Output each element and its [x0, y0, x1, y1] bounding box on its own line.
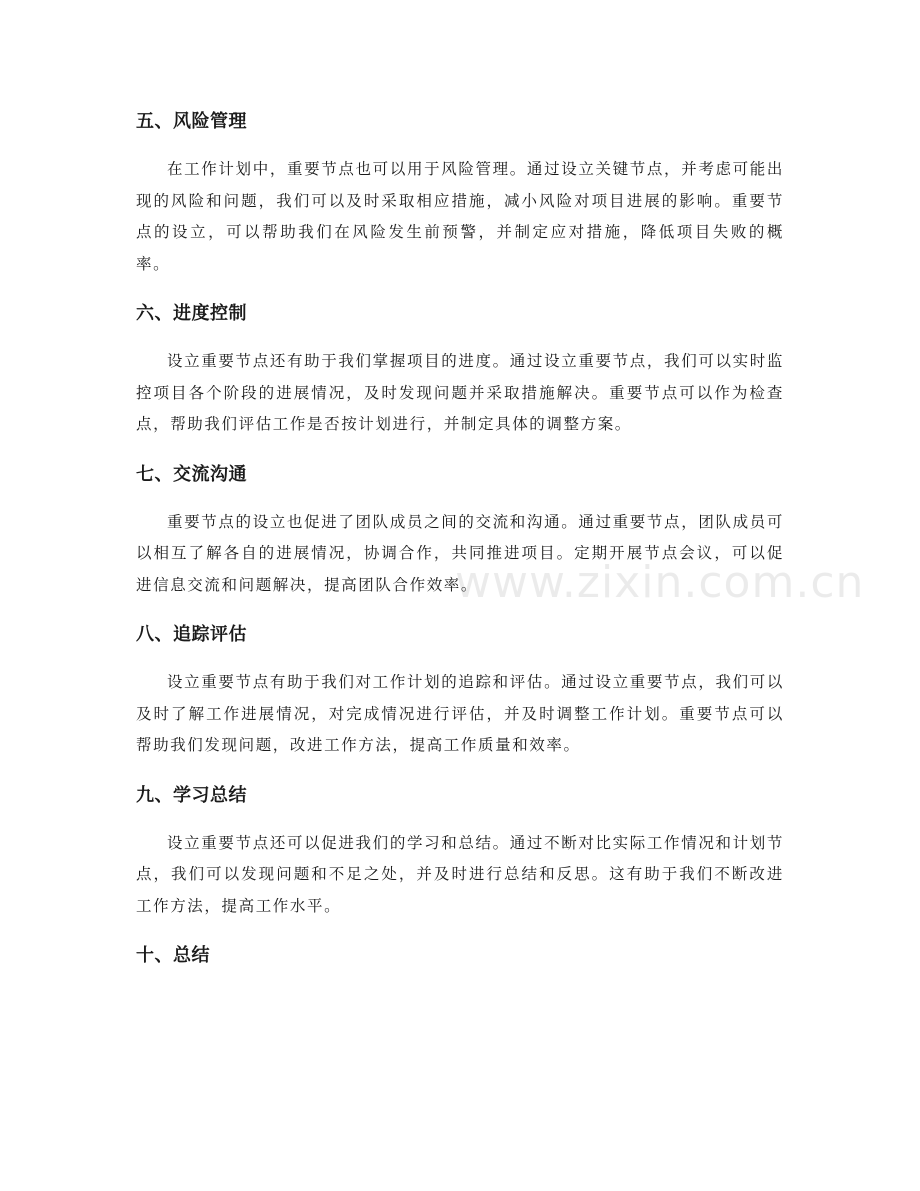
- section-paragraph: 设立重要节点还可以促进我们的学习和总结。通过不断对比实际工作情况和计划节点，我们可以发现问题和不足之处，并及时进行总结和反思。这有助于我们不断改进工作方法，提高工作水平。: [136, 833, 784, 915]
- section-title: 七、交流沟通: [136, 463, 247, 485]
- document-page: [136, 104, 784, 974]
- section-title: 八、追踪评估: [136, 624, 247, 645]
- section-paragraph: 在工作计划中，重要节点也可以用于风险管理。通过设立关键节点，并考虑可能出现的风险和问题，我们可以及时采取相应措施，减小风险对项目进展的影响。重要节点的设立，可以帮助我们在风险发生前预警，并制定应对措施，降低项目失败的概率。: [136, 160, 784, 273]
- section-paragraph: 重要节点的设立也促进了团队成员之间的交流和沟通。通过重要节点，团队成员可以相互了解各自的进展情况，协调合作，共同推进项目。定期开展节点会议，可以促进信息交流和问题解决，提高团队合作效率。: [136, 512, 784, 594]
- section-tracking-evaluation: [136, 617, 784, 762]
- section-title: 五、风险管理: [136, 111, 247, 132]
- section-paragraph: 设立重要节点有助于我们对工作计划的追踪和评估。通过设立重要节点，我们可以及时了解工作进展情况，对完成情况进行评估，并及时调整工作计划。重要节点可以帮助我们发现问题，改进工作方法，提高工作质量和效率。: [136, 673, 784, 754]
- section-title: 十、总结: [136, 945, 210, 966]
- section-paragraph: 设立重要节点还有助于我们掌握项目的进度。通过设立重要节点，我们可以实时监控项目各个阶段的进展情况，及时发现问题并采取措施解决。重要节点可以作为检查点，帮助我们评估工作是否按计划进行，并制定具体的调整方案。: [136, 352, 784, 433]
- section-title: 六、进度控制: [136, 303, 247, 324]
- section-learning-summary: [136, 778, 784, 923]
- section-communication: [136, 457, 784, 602]
- section-progress-control: [136, 296, 784, 441]
- watermark: www.zixin.com.cn: [455, 557, 865, 608]
- section-title: 九、学习总结: [136, 784, 247, 806]
- section-conclusion: [136, 938, 784, 974]
- section-risk-management: [136, 104, 784, 280]
